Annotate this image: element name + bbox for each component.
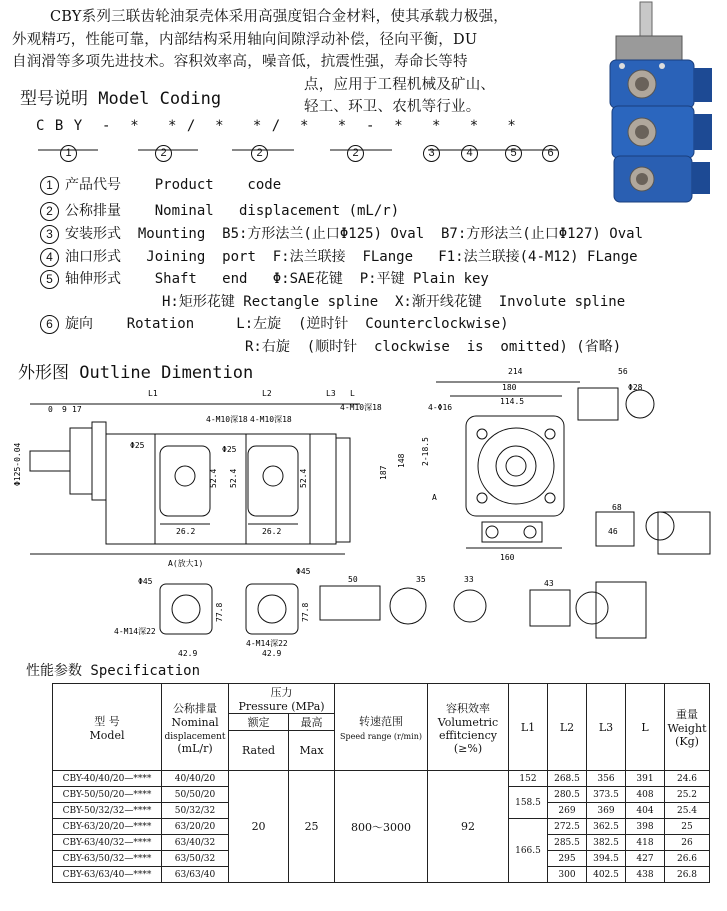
def-5: 5 轴伸形式 Shaft end Φ:SAE花键 P:平键 Plain key: [40, 268, 489, 289]
row-l3: 369: [587, 803, 626, 819]
l1-value: 166.5: [509, 819, 548, 883]
header-l1: L1: [509, 684, 548, 771]
header-weight: 重量 Weight (Kg): [665, 684, 710, 771]
header-pressure: 压力 Pressure (MPa): [229, 684, 335, 714]
outline-title: 外形图 Outline Dimention: [18, 363, 254, 383]
row-weight: 25: [665, 819, 710, 835]
spec-title: 性能参数 Specification: [26, 663, 201, 679]
rated-value: 20: [229, 771, 289, 883]
dim-label: A(放大1): [168, 559, 204, 568]
dim-label: 26.2: [176, 527, 196, 536]
pump-photo-icon: [602, 2, 726, 210]
row-l3: 373.5: [587, 787, 626, 803]
dim-label: 187: [379, 465, 388, 480]
row-model: CBY-50/50/20—****: [53, 787, 162, 803]
eff-value: 92: [428, 771, 509, 883]
dim-label: 4-M14深22: [246, 639, 288, 648]
row-disp: 63/40/32: [162, 835, 229, 851]
dim-label: Φ125-0.04: [13, 442, 22, 486]
header-rated-en: Rated: [229, 731, 289, 771]
dim-label: Φ45: [296, 567, 311, 576]
dim-label: 77.8: [215, 602, 224, 622]
dim-label: 52.4: [209, 468, 218, 488]
dim-label: 4-M10深18: [206, 415, 248, 424]
dim-label: 26.2: [262, 527, 282, 536]
coding-num: 1: [60, 145, 77, 162]
dim-label: L2: [262, 389, 272, 398]
dim-label: 68: [612, 503, 622, 512]
def-1: 1 产品代号 Product code: [40, 174, 281, 195]
header-max-en: Max: [289, 731, 335, 771]
row-l: 398: [626, 819, 665, 835]
spec-table: [52, 683, 710, 883]
dim-label: 42.9: [262, 649, 282, 658]
dim-label: 214: [508, 367, 523, 376]
header-l3: L3: [587, 684, 626, 771]
dim-label: Φ28: [628, 383, 643, 392]
dim-label: 35: [416, 575, 426, 584]
speed-value: 800～3000: [335, 771, 428, 883]
dim-label: Φ25: [222, 445, 237, 454]
row-weight: 25.2: [665, 787, 710, 803]
row-l2: 285.5: [548, 835, 587, 851]
dim-label: 33: [464, 575, 474, 584]
row-l2: 272.5: [548, 819, 587, 835]
dim-label: 42.9: [178, 649, 198, 658]
dim-label: Φ45: [138, 577, 153, 586]
row-model: CBY-63/50/32—****: [53, 851, 162, 867]
header-l2: L2: [548, 684, 587, 771]
row-weight: 26.8: [665, 867, 710, 883]
def-5b: H:矩形花键 Rectangle spline X:渐开线花键 Involute spline: [162, 294, 626, 310]
coding-num: 2: [155, 145, 172, 162]
header-l: L: [626, 684, 665, 771]
dim-label: 114.5: [500, 397, 525, 406]
model-coding-title: 型号说明 Model Coding: [20, 89, 222, 109]
intro-line-1: CBY系列三联齿轮油泵壳体采用高强度铝合金材料，使其承载力极强，: [50, 9, 508, 25]
row-l3: 402.5: [587, 867, 626, 883]
dim-label: L3: [326, 389, 336, 398]
header-max-cn: 最高: [289, 714, 335, 731]
dim-label: 43: [544, 579, 554, 588]
dim-label: 148: [397, 453, 406, 468]
coding-num: 5: [505, 145, 522, 162]
def-6b: R:右旋 (顺时针 clockwise is omitted) (省略): [245, 339, 622, 355]
row-l: 438: [626, 867, 665, 883]
dim-label: 56: [618, 367, 628, 376]
dim-label: 180: [502, 383, 517, 392]
row-disp: 63/63/40: [162, 867, 229, 883]
l1-value: 152: [509, 771, 548, 787]
coding-string: C B Y - * * / * * / * * - * * * *: [36, 118, 517, 134]
intro-line-4: 点，应用于工程机械及矿山、: [304, 76, 496, 93]
row-weight: 24.6: [665, 771, 710, 787]
row-l2: 280.5: [548, 787, 587, 803]
row-disp: 63/20/20: [162, 819, 229, 835]
header-speed: 转速范围 Speed range (r/min): [335, 684, 428, 771]
row-l2: 268.5: [548, 771, 587, 787]
row-model: CBY-50/32/32—****: [53, 803, 162, 819]
row-l3: 382.5: [587, 835, 626, 851]
row-disp: 63/50/32: [162, 851, 229, 867]
row-disp: 50/32/32: [162, 803, 229, 819]
row-l2: 269: [548, 803, 587, 819]
coding-circle-numbers: [0, 145, 600, 165]
def-3: 3 安装形式 Mounting B5:方形法兰(止口Φ125) Oval B7:方形法兰(止口Φ127) Oval: [40, 223, 643, 244]
dim-label: 17: [72, 405, 82, 414]
dim-label: L: [350, 389, 355, 398]
row-model: CBY-40/40/20—****: [53, 771, 162, 787]
row-disp: 50/50/20: [162, 787, 229, 803]
dim-label: 160: [500, 553, 515, 562]
coding-num: 2: [251, 145, 268, 162]
row-l: 404: [626, 803, 665, 819]
max-value: 25: [289, 771, 335, 883]
row-l2: 295: [548, 851, 587, 867]
row-l2: 300: [548, 867, 587, 883]
dim-label: 9: [62, 405, 67, 414]
row-l: 427: [626, 851, 665, 867]
def-4: 4 油口形式 Joining port F:法兰联接 FLange F1:法兰联接(4-M12) FLange: [40, 246, 638, 267]
row-l3: 394.5: [587, 851, 626, 867]
row-weight: 25.4: [665, 803, 710, 819]
row-model: CBY-63/63/40—****: [53, 867, 162, 883]
coding-num: 4: [461, 145, 478, 162]
l1-value: 158.5: [509, 787, 548, 819]
dim-label: 77.8: [301, 602, 310, 622]
row-l3: 356: [587, 771, 626, 787]
dim-label: 4-M10深18: [340, 403, 382, 412]
coding-num: 3: [423, 145, 440, 162]
header-disp: 公称排量 Nominal displacement (mL/r): [162, 684, 229, 771]
coding-underlines: [38, 138, 558, 139]
row-disp: 40/40/20: [162, 771, 229, 787]
intro-line-2: 外观精巧，性能可靠，内部结构采用轴向间隙浮动补偿，径向平衡，DU: [12, 31, 478, 48]
coding-num: 2: [347, 145, 364, 162]
def-6: 6 旋向 Rotation L:左旋 (逆时针 Counterclockwise): [40, 313, 509, 334]
dim-label: 2-18.5: [421, 437, 430, 466]
row-weight: 26: [665, 835, 710, 851]
row-weight: 26.6: [665, 851, 710, 867]
dim-label: Φ25: [130, 441, 145, 450]
dim-label: A: [432, 493, 437, 502]
header-model: 型 号 Model: [53, 684, 162, 771]
row-l: 418: [626, 835, 665, 851]
dim-label: L1: [148, 389, 158, 398]
dim-label: 4-M10深18: [250, 415, 292, 424]
header-eff: 容积效率 Volumetric effitciency (≥%): [428, 684, 509, 771]
row-l: 391: [626, 771, 665, 787]
header-rated-cn: 额定: [229, 714, 289, 731]
dim-label: 0: [48, 405, 53, 414]
dim-label: 52.4: [299, 468, 308, 488]
row-model: CBY-63/40/32—****: [53, 835, 162, 851]
coding-num: 6: [542, 145, 559, 162]
row-l3: 362.5: [587, 819, 626, 835]
dim-label: 4-M14深22: [114, 627, 156, 636]
row-model: CBY-63/20/20—****: [53, 819, 162, 835]
dim-label: 52.4: [229, 468, 238, 488]
def-2: 2 公称排量 Nominal displacement (mL/r): [40, 200, 399, 221]
row-l: 408: [626, 787, 665, 803]
dim-label: 46: [608, 527, 618, 536]
intro-line-5: 轻工、环卫、农机等行业。: [304, 99, 481, 115]
dim-label: 4-Φ16: [428, 403, 453, 412]
dim-label: 50: [348, 575, 358, 584]
intro-line-3: 自润滑等多项先进技术。容积效率高，噪音低，抗震性强，寿命长等特: [12, 54, 468, 70]
